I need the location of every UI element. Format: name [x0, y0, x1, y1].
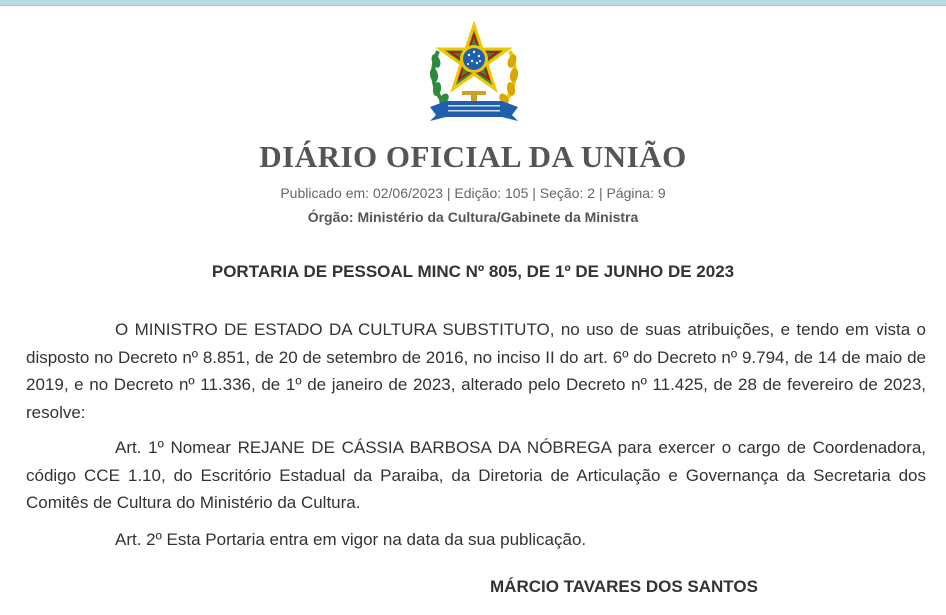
- orgao-label: Órgão:: [307, 209, 354, 225]
- newspaper-title: DIÁRIO OFICIAL DA UNIÃO: [259, 139, 687, 174]
- signature-name: MÁRCIO TAVARES DOS SANTOS: [490, 577, 758, 596]
- coat-of-arms-icon: [424, 21, 524, 124]
- document-title: PORTARIA DE PESSOAL MINC Nº 805, DE 1º DE JUNHO DE 2023: [211, 262, 735, 281]
- article-1-paragraph: Art. 1º Nomear REJANE DE CÁSSIA BARBOSA DA NÓBREGA para exercer o cargo de Coordenadora, código CCE 1.10, do Escritório Estadual da Paraiba, da Diretoria de Articulação e Governança da Secretaria dos Comitês de Cultura do Ministério da Cultura.: [26, 438, 926, 512]
- publication-info: Publicado em: 02/06/2023 | Edição: 105 | Seção: 2 | Página: 9: [280, 185, 666, 201]
- article-2-paragraph: Art. 2º Esta Portaria entra em vigor na data da sua publicação.: [115, 530, 587, 549]
- preamble-paragraph: O MINISTRO DE ESTADO DA CULTURA SUBSTITUTO, no uso de suas atribuições, e tendo em vista o disposto no Decreto nº 8.851, de 20 de setembro de 2016, no inciso II do art. 6º do Decreto nº 9.794, de 14 de maio de 2019, e no Decreto nº 11.336, de 1º de janeiro de 2023, alterado pelo Decreto nº 11.425, de 28 de fevereiro de 2023, resolve:: [26, 320, 926, 422]
- orgao-value: Ministério da Cultura/Gabinete da Ministra: [357, 209, 639, 225]
- orgao-line: [0, 209, 946, 225]
- top-border-bar: [0, 0, 946, 6]
